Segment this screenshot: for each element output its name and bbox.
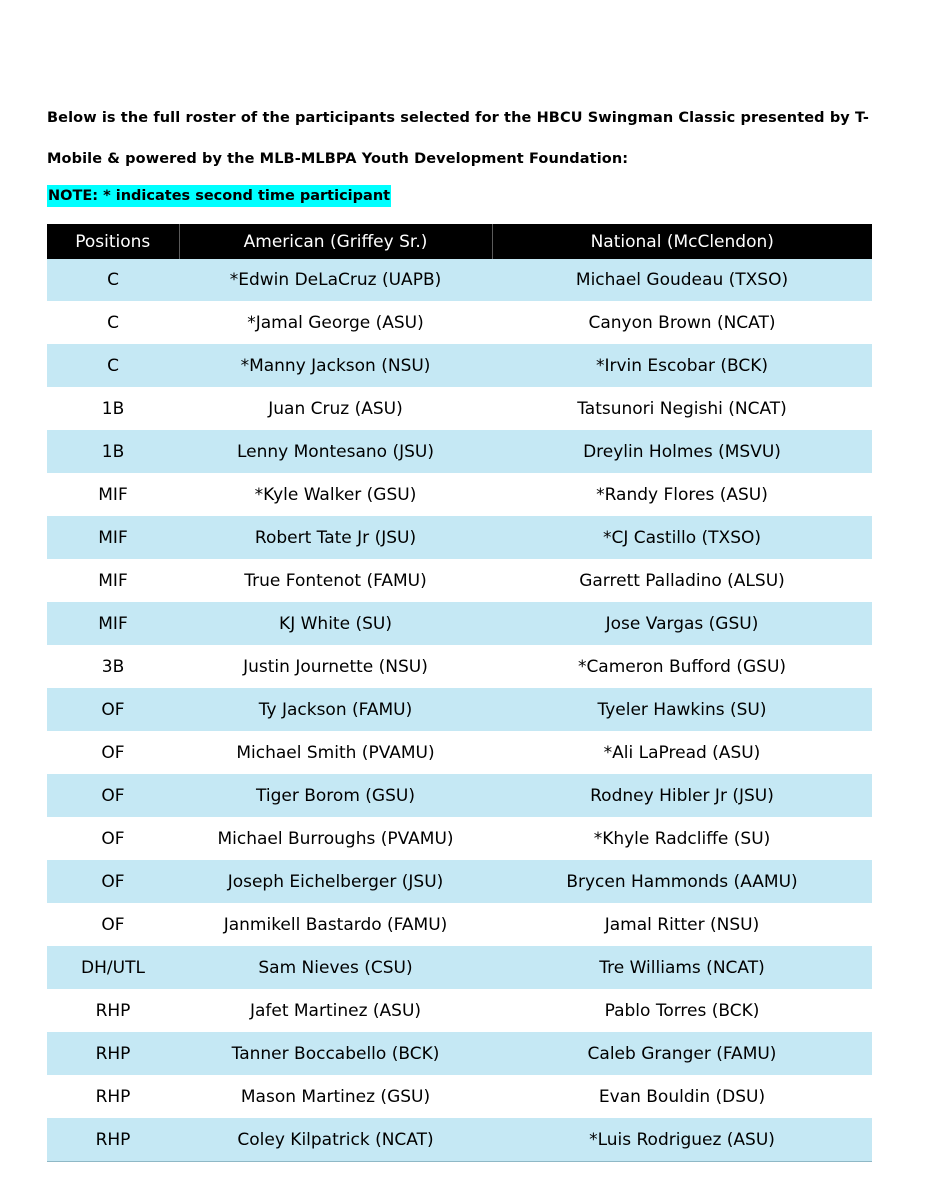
american-player-cell: Michael Smith (PVAMU) bbox=[179, 732, 492, 775]
national-player-cell: Tyeler Hawkins (SU) bbox=[492, 689, 872, 732]
american-player-cell: KJ White (SU) bbox=[179, 603, 492, 646]
table-row bbox=[47, 646, 872, 689]
roster-body bbox=[47, 259, 872, 1162]
position-cell: C bbox=[47, 345, 179, 388]
header-positions: Positions bbox=[47, 224, 179, 259]
national-player-cell: Tre Williams (NCAT) bbox=[492, 947, 872, 990]
table-row bbox=[47, 259, 872, 302]
position-cell: C bbox=[47, 259, 179, 302]
roster-header-row bbox=[47, 224, 872, 259]
national-player-cell: Evan Bouldin (DSU) bbox=[492, 1076, 872, 1119]
american-player-cell: Robert Tate Jr (JSU) bbox=[179, 517, 492, 560]
position-cell: RHP bbox=[47, 1119, 179, 1162]
national-player-cell: Jamal Ritter (NSU) bbox=[492, 904, 872, 947]
intro-paragraph: Below is the full roster of the participants selected for the HBCU Swingman Classic presented by T-Mobile & powered by the MLB-MLBPA Youth Development Foundation: bbox=[47, 110, 869, 167]
position-cell: MIF bbox=[47, 560, 179, 603]
position-cell: C bbox=[47, 302, 179, 345]
table-row bbox=[47, 775, 872, 818]
position-cell: OF bbox=[47, 904, 179, 947]
national-player-cell: *Randy Flores (ASU) bbox=[492, 474, 872, 517]
table-row bbox=[47, 388, 872, 431]
american-player-cell: *Kyle Walker (GSU) bbox=[179, 474, 492, 517]
table-row bbox=[47, 1033, 872, 1076]
header-national: National (McClendon) bbox=[492, 224, 872, 259]
position-cell: MIF bbox=[47, 517, 179, 560]
table-row bbox=[47, 990, 872, 1033]
national-player-cell: Canyon Brown (NCAT) bbox=[492, 302, 872, 345]
american-player-cell: Ty Jackson (FAMU) bbox=[179, 689, 492, 732]
table-row bbox=[47, 603, 872, 646]
american-player-cell: Juan Cruz (ASU) bbox=[179, 388, 492, 431]
table-row bbox=[47, 689, 872, 732]
national-player-cell: *Irvin Escobar (BCK) bbox=[492, 345, 872, 388]
position-cell: DH/UTL bbox=[47, 947, 179, 990]
position-cell: 1B bbox=[47, 388, 179, 431]
table-row bbox=[47, 861, 872, 904]
american-player-cell: Mason Martinez (GSU) bbox=[179, 1076, 492, 1119]
table-row bbox=[47, 560, 872, 603]
position-cell: RHP bbox=[47, 990, 179, 1033]
position-cell: OF bbox=[47, 689, 179, 732]
note-highlight: NOTE: * indicates second time participant bbox=[47, 185, 391, 207]
table-row bbox=[47, 1119, 872, 1162]
american-player-cell: Coley Kilpatrick (NCAT) bbox=[179, 1119, 492, 1162]
national-player-cell: Caleb Granger (FAMU) bbox=[492, 1033, 872, 1076]
national-player-cell: Jose Vargas (GSU) bbox=[492, 603, 872, 646]
position-cell: OF bbox=[47, 818, 179, 861]
position-cell: RHP bbox=[47, 1076, 179, 1119]
american-player-cell: True Fontenot (FAMU) bbox=[179, 560, 492, 603]
national-player-cell: Brycen Hammonds (AAMU) bbox=[492, 861, 872, 904]
american-player-cell: Sam Nieves (CSU) bbox=[179, 947, 492, 990]
national-player-cell: Pablo Torres (BCK) bbox=[492, 990, 872, 1033]
national-player-cell: *CJ Castillo (TXSO) bbox=[492, 517, 872, 560]
american-player-cell: Tanner Boccabello (BCK) bbox=[179, 1033, 492, 1076]
national-player-cell: *Khyle Radcliffe (SU) bbox=[492, 818, 872, 861]
american-player-cell: *Manny Jackson (NSU) bbox=[179, 345, 492, 388]
position-cell: MIF bbox=[47, 603, 179, 646]
american-player-cell: *Jamal George (ASU) bbox=[179, 302, 492, 345]
national-player-cell: Dreylin Holmes (MSVU) bbox=[492, 431, 872, 474]
position-cell: RHP bbox=[47, 1033, 179, 1076]
table-row bbox=[47, 818, 872, 861]
american-player-cell: Joseph Eichelberger (JSU) bbox=[179, 861, 492, 904]
table-row bbox=[47, 904, 872, 947]
position-cell: 3B bbox=[47, 646, 179, 689]
national-player-cell: Tatsunori Negishi (NCAT) bbox=[492, 388, 872, 431]
roster-table bbox=[47, 224, 872, 1162]
position-cell: MIF bbox=[47, 474, 179, 517]
position-cell: OF bbox=[47, 775, 179, 818]
table-row bbox=[47, 345, 872, 388]
national-player-cell: Michael Goudeau (TXSO) bbox=[492, 259, 872, 302]
position-cell: 1B bbox=[47, 431, 179, 474]
national-player-cell: Garrett Palladino (ALSU) bbox=[492, 560, 872, 603]
table-row bbox=[47, 474, 872, 517]
position-cell: OF bbox=[47, 732, 179, 775]
table-row bbox=[47, 302, 872, 345]
american-player-cell: *Edwin DeLaCruz (UAPB) bbox=[179, 259, 492, 302]
table-row bbox=[47, 431, 872, 474]
american-player-cell: Lenny Montesano (JSU) bbox=[179, 431, 492, 474]
national-player-cell: *Ali LaPread (ASU) bbox=[492, 732, 872, 775]
header-american: American (Griffey Sr.) bbox=[179, 224, 492, 259]
american-player-cell: Tiger Borom (GSU) bbox=[179, 775, 492, 818]
table-row bbox=[47, 517, 872, 560]
american-player-cell: Jafet Martinez (ASU) bbox=[179, 990, 492, 1033]
national-player-cell: *Luis Rodriguez (ASU) bbox=[492, 1119, 872, 1162]
american-player-cell: Janmikell Bastardo (FAMU) bbox=[179, 904, 492, 947]
table-row bbox=[47, 1076, 872, 1119]
position-cell: OF bbox=[47, 861, 179, 904]
table-row bbox=[47, 732, 872, 775]
table-row bbox=[47, 947, 872, 990]
national-player-cell: Rodney Hibler Jr (JSU) bbox=[492, 775, 872, 818]
american-player-cell: Justin Journette (NSU) bbox=[179, 646, 492, 689]
national-player-cell: *Cameron Bufford (GSU) bbox=[492, 646, 872, 689]
american-player-cell: Michael Burroughs (PVAMU) bbox=[179, 818, 492, 861]
